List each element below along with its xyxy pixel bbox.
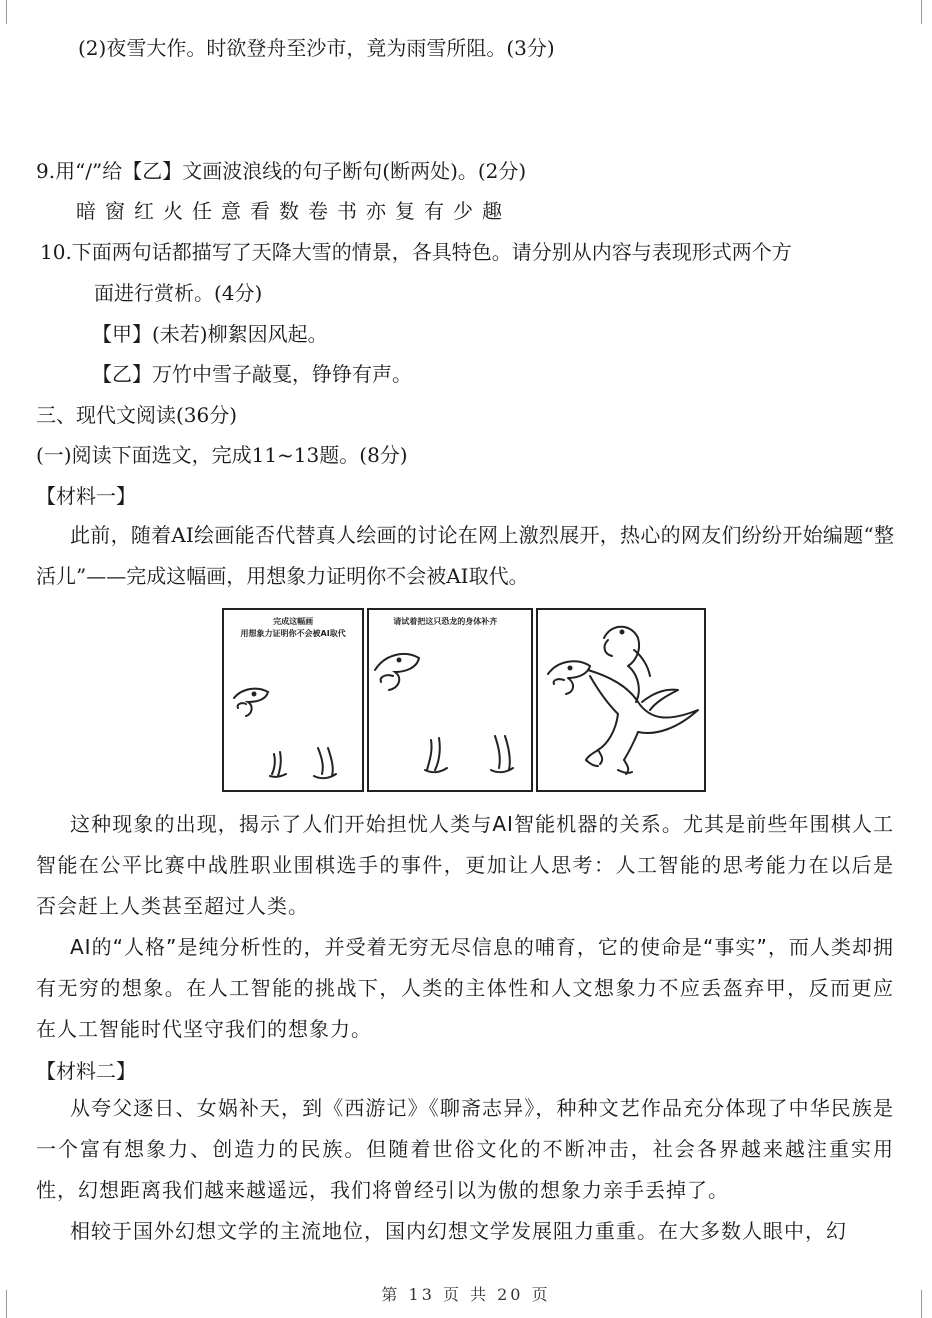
- section-3-title: 三、现代文阅读(36分): [36, 403, 238, 427]
- material-1-paragraph-3: AI的“人格”是纯分析性的，并受着无穷无尽信息的哺育，它的使命是“事实”，而人类却拥有无穷的想象。在人工智能的挑战下，人类的主体性和人文想象力不应丢盔弃甲，反而更应在人工智能时代坚守我们的想象力。: [36, 935, 894, 1041]
- page-footer: 第 13 页 共 20 页: [381, 1285, 551, 1304]
- panel-1-caption-line-1: 完成这幅画: [273, 617, 314, 626]
- figure-panel-1: [222, 608, 364, 792]
- question-8-part-2: (2)夜雪大作。时欲登舟至沙市，竟为雨雪所阻。(3分): [78, 36, 555, 60]
- completed-dinosaur-drawing: [538, 610, 706, 790]
- material-1-label: 【材料一】: [36, 484, 136, 508]
- panel-1-caption-line-2: 用想象力证明你不会被AI取代: [240, 629, 346, 638]
- dinosaur-figure: [222, 608, 706, 792]
- figure-panel-2: [367, 608, 533, 792]
- section-3-part-1: (一)阅读下面选文，完成11~13题。(8分): [36, 443, 408, 467]
- question-10-jia: 【甲】(未若)柳絮因风起。: [92, 322, 328, 346]
- question-10-prompt-line1: 10.下面两句话都描写了天降大雪的情景，各具特色。请分别从内容与表现形式两个方: [40, 240, 792, 264]
- material-2-label: 【材料二】: [36, 1059, 136, 1083]
- question-9-sentence: 暗窗红火任意看数卷书亦复有少趣: [76, 199, 511, 223]
- dinosaur-head-and-feet-drawing: [224, 610, 364, 790]
- crop-mark-top-left: [6, 0, 31, 24]
- material-1-paragraph-1: 此前，随着AI绘画能否代替真人绘画的讨论在网上激烈展开，热心的网友们纷纷开始编题“整活儿”——完成这幅画，用想象力证明你不会被AI取代。: [36, 523, 894, 588]
- question-10-yi: 【乙】万竹中雪子敲戛，铮铮有声。: [92, 362, 412, 386]
- crop-mark-top-right: [897, 0, 922, 24]
- figure-panel-3: [536, 608, 706, 792]
- material-1-paragraph-2: 这种现象的出现，揭示了人们开始担忧人类与AI智能机器的关系。尤其是前些年围棋人工智能在公平比赛中战胜职业围棋选手的事件，更加让人思考：人工智能的思考能力在以后是否会赶上人类甚至超过人类。: [36, 812, 894, 918]
- question-9-prompt: 9.用“/”给【乙】文画波浪线的句子断句(断两处)。(2分): [36, 159, 527, 183]
- material-2-paragraph-1: 从夸父逐日、女娲补天，到《西游记》《聊斋志异》，种种文艺作品充分体现了中华民族是一个富有想象力、创造力的民族。但随着世俗文化的不断冲击，社会各界越来越注重实用性，幻想距离我们越来越遥远，我们将曾经引以为傲的想象力亲手丢掉了。: [36, 1096, 894, 1202]
- material-2-paragraph-2: 相较于国外幻想文学的主流地位，国内幻想文学发展阻力重重。在大多数人眼中，幻: [70, 1219, 847, 1243]
- dinosaur-head-and-feet-drawing-2: [369, 610, 533, 790]
- question-10-prompt-line2: 面进行赏析。(4分): [94, 281, 263, 305]
- panel-2-caption: 请试着把这只恐龙的身体补齐: [393, 617, 498, 626]
